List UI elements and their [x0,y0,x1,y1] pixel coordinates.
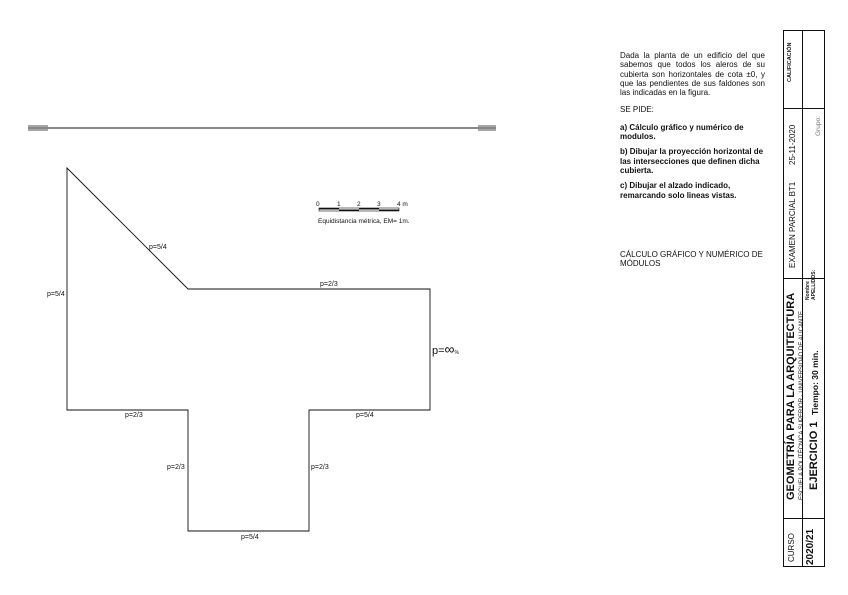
slope-label-diagonal: p=5/4 [149,244,167,251]
task-list [620,123,765,200]
statement-intro: Dada la planta de un edificio del que sabemos que todos los aleros de su cubierta son horizontales de cota ±0, y que las pendientes de sus faldones son las indicadas en la figura. [620,51,765,98]
course-year: 2020/21 [805,528,816,565]
slope-label-stem-left: p=2/3 [167,464,185,471]
slope-label-top-right: p=2/3 [320,281,338,288]
course-label: CURSO [787,533,796,562]
slope-label-left: p=5/4 [47,291,65,298]
scale-tick-4: 4 m [397,201,408,208]
subject-title: GEOMETRÍA PARA LA ARQUITECTURA [785,292,797,500]
slope-label-stem-bottom: p=5/4 [241,534,259,541]
slope-prefix: p= [432,345,445,357]
task-item-b: b) Dibujar la proyección horizontal de las intersecciones que definen dicha cubierta. [620,147,764,175]
scale-tick-2: 2 [357,201,361,208]
school-name: ESCUELA POLITÉCNICA SUPERIOR · UNIVERSIDAD DE ALICANTE [799,310,805,500]
graphic-scale [316,201,410,225]
scale-tick-0: 0 [316,201,320,208]
exam-date: 25-11-2020 [788,124,797,165]
scale-caption: Equidistancia métrica, EM= 1m. [318,218,410,225]
scale-tick-3: 3 [377,201,381,208]
title-block-divider [783,108,825,109]
scale-bar-segment [339,210,359,212]
exam-type: EXAMEN PARCIAL BT1 [788,181,797,268]
exam-time: Tiempo: 30 min. [810,350,820,415]
se-pide-heading: SE PIDE: [620,105,654,115]
surname-field-label: APELLIDOS: [811,269,817,300]
slope-label-right-vertical [432,341,460,357]
slope-label-bottom-right: p=5/4 [356,412,374,419]
exercise-statement [620,51,765,276]
calc-heading: CÁLCULO GRÁFICO Y NUMÉRICO DE MÓDULOS [620,249,763,269]
slope-label-bottom-left: p=2/3 [125,412,143,419]
elevation-reference-line [28,126,496,130]
slope-label-stem-right: p=2/3 [311,464,329,471]
scale-tick-1: 1 [337,201,341,208]
percent-symbol: % [454,350,459,356]
task-item-c: c) Dibujar el alzado indicado, remarcando solo lineas vistas. [620,181,737,200]
group-field-label: Grupo: [815,116,822,136]
exercise-number: EJERCICIO 1 [808,421,820,490]
name-field-label: Nombre : [805,278,811,300]
scale-bar-segment [379,210,399,212]
grade-label: CALIFICACIÓN [787,42,793,82]
task-item-a: a) Cálculo gráfico y numérico de modulos. [620,122,744,142]
title-block-divider [783,518,825,519]
infinity-symbol: ∞ [444,341,455,357]
scale-bar-segment [359,208,379,210]
title-block-divider [783,278,825,279]
scale-bar-segment [319,208,339,210]
